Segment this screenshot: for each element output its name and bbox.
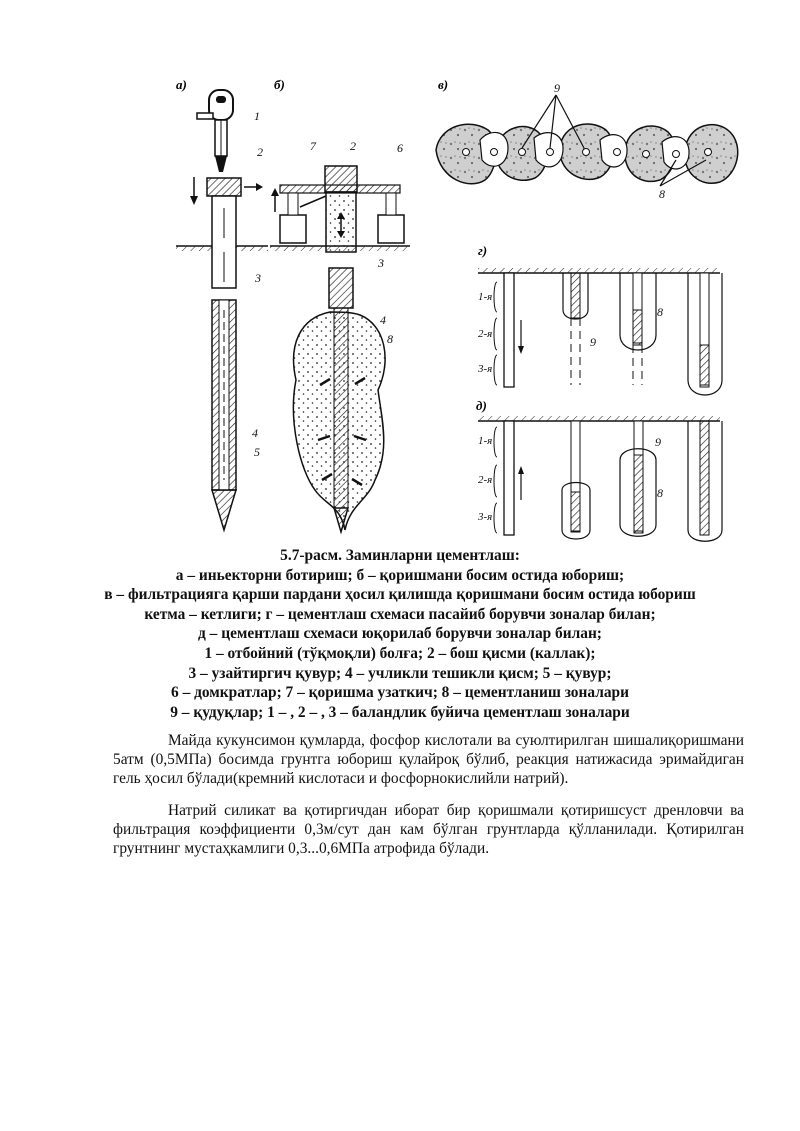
caption-line: в – фильтрацияга қарши пардани ҳосил қилишда қоришмани босим остида юбориш	[104, 586, 696, 604]
paragraph: Натрий силикат ва қотиргичдан иборат бир қоришмали қотиришсуст дренловчи ва фильтрация коэффициенти 0,3м/сут дан кам бўлган грунтларда қўлланилади. Қотирилган грунтнинг мустаҳкамлиги 0,3...0,6МПа атрофида бўлади.	[113, 801, 744, 858]
paragraph: Майда кукунсимон қумларда, фосфор кислотали ва суюлтирилган шишалиқоришмани 5атм (0,5МПа) босимда грунтга юбориш қулайроқ бўлиб, реакция натижасида эримайдиган гель ҳосил бўлади(кремний кислотаси и фосфорнокислийли натрий).	[113, 732, 744, 788]
callout-4a: 4	[252, 426, 258, 440]
caption-line: кетма – кетлиги; г – цементлаш схемаси пасайиб борувчи зоналар билан;	[144, 605, 656, 623]
figure-caption	[90, 546, 710, 722]
callout-8v: 8	[659, 187, 665, 201]
caption-line: 9 – қудуқлар; 1 – , 2 – , 3 – баландлик буйича цементлаш зоналари	[170, 703, 630, 721]
panel-a-label: а)	[176, 77, 187, 92]
panel-g	[478, 243, 722, 395]
callout-2b: 2	[350, 139, 356, 153]
callout-6: 6	[397, 141, 403, 155]
panel-b-label: б)	[274, 77, 285, 92]
callout-3b: 3	[378, 256, 384, 270]
caption-line: 1 – отбойний (тўқмоқли) болға; 2 – бош қисми (каллак);	[204, 644, 596, 662]
callout-9g: 9	[590, 335, 596, 349]
panel-a	[176, 77, 268, 530]
callout-7: 7	[310, 139, 316, 153]
panel-v	[436, 77, 738, 186]
callout-2a: 2	[257, 145, 263, 159]
panel-g-label: г)	[478, 243, 488, 258]
callout-8g: 8	[657, 305, 663, 319]
zone-d-3: 3-я	[478, 511, 493, 523]
zone-g-1: 1-я	[478, 291, 493, 303]
caption-line: 6 – домкратлар; 7 – қоришма узаткич; 8 – цементланиш зоналари	[171, 684, 629, 702]
callout-1: 1	[254, 109, 260, 123]
cementation-figure	[170, 72, 750, 542]
panel-d	[476, 398, 722, 541]
zone-g-2: 2-я	[478, 328, 493, 340]
panel-b	[270, 77, 410, 532]
panel-v-label: в)	[438, 77, 449, 92]
body-text	[113, 731, 744, 870]
zone-d-1: 1-я	[478, 435, 493, 447]
caption-line: а – иньекторни ботириш; б – қоришмани босим остида юбориш;	[175, 566, 625, 584]
zone-d-2: 2-я	[478, 474, 493, 486]
callout-8b: 8	[387, 332, 393, 346]
panel-d-label: д)	[476, 398, 487, 413]
callout-9d: 9	[655, 435, 661, 449]
callout-8d: 8	[657, 486, 663, 500]
caption-line: д – цементлаш схемаси юқорилаб борувчи зоналар билан;	[198, 625, 602, 643]
callout-4b: 4	[380, 313, 386, 327]
caption-line: 3 – узайтиргич қувур; 4 – учликли тешикли қисм; 5 – қувур;	[188, 664, 612, 682]
callout-3a: 3	[255, 271, 261, 285]
callout-9v: 9	[554, 81, 560, 95]
zone-g-3: 3-я	[478, 363, 493, 375]
caption-line: 5.7-расм. Заминларни цементлаш:	[280, 547, 520, 564]
callout-5a: 5	[254, 445, 260, 459]
